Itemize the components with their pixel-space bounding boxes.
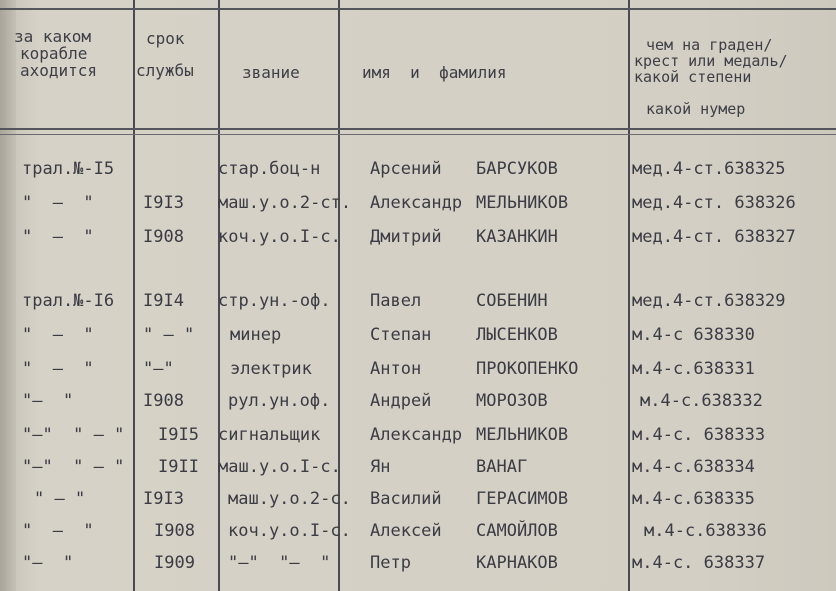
cell-first-name: Арсений [370,159,442,179]
table-row [0,488,836,520]
cell-ship: " – " [22,325,94,345]
cell-first-name: Александр [370,425,463,445]
cell-ship: "–" " – " [22,425,125,445]
header-award-line-1: чем на граден/ [646,36,773,54]
cell-first-name: Андрей [370,391,432,411]
cell-ship: " – " [34,489,86,509]
cell-award: м.4-с.638335 [632,489,755,509]
cell-ship: "– " [22,391,74,411]
header-ship-line-2: корабле [20,44,88,63]
table-row [0,192,836,224]
cell-rank: сигнальщик [218,425,321,445]
cell-last-name: САМОЙЛОВ [476,521,558,541]
cell-award: мед.4-ст. 638327 [632,227,796,247]
cell-term: I9I3 [143,193,184,213]
cell-last-name: МОРОЗОВ [476,391,548,411]
cell-rank: коч.у.о.I-с. [218,227,341,247]
cell-rank: маш.у.о.2-ст. [218,193,352,213]
cell-ship: трал.№-I6 [22,291,115,311]
cell-term: I908 [143,227,184,247]
cell-award: м.4-с. 638337 [632,553,766,573]
cell-ship: трал.№-I5 [22,159,115,179]
cell-award: мед.4-ст. 638326 [632,193,796,213]
table-row [0,226,836,258]
cell-rank: минер [230,325,282,345]
header-rank: звание [242,63,300,82]
header-term-line-2: службы [136,61,194,80]
cell-first-name: Василий [370,489,442,509]
cell-term: I9I3 [143,489,184,509]
cell-last-name: ВАНАГ [476,457,528,477]
cell-award: м.4-с 638330 [632,325,755,345]
cell-rank: стар.боц-н [218,159,321,179]
cell-last-name: ПРОКОПЕНКО [476,359,579,379]
cell-last-name: ЛЫСЕНКОВ [476,325,558,345]
cell-ship: " – " [22,521,94,541]
table-row [0,390,836,422]
cell-first-name: Павел [370,291,422,311]
cell-ship: " – " [22,227,94,247]
cell-term: I9I4 [143,291,184,311]
cell-first-name: Ян [370,457,391,477]
table-row [0,520,836,552]
cell-first-name: Александр [370,193,463,213]
table-row [0,456,836,488]
cell-ship: "– " [22,553,74,573]
cell-first-name: Алексей [370,521,442,541]
header-award-line-2: крест или медаль/ [634,52,788,70]
header-award-line-3: какой степени [634,68,752,86]
cell-award: мед.4-ст.638329 [632,291,786,311]
header-name: имя и фамилия [362,63,507,82]
cell-last-name: МЕЛЬНИКОВ [476,425,569,445]
header-rule [0,128,836,130]
top-rule [0,8,836,10]
header-term-line-1: срок [146,29,185,48]
cell-term: I908 [154,521,195,541]
cell-award: м.4-с.638336 [644,521,767,541]
cell-ship: " – " [22,359,94,379]
cell-rank: электрик [230,359,312,379]
header-rule-2 [0,134,836,135]
header-award-line-4: какой нумер [646,100,746,118]
header-ship-line-3: аходится [20,61,98,80]
cell-first-name: Дмитрий [370,227,442,247]
cell-award: м.4-с.638332 [640,391,763,411]
cell-term: "–" [143,359,174,379]
table-row [0,324,836,356]
cell-ship: " – " [22,193,94,213]
table-row [0,358,836,390]
header-ship-line-1: за каком [14,27,92,46]
cell-rank: маш.у.о.I-с. [218,457,341,477]
cell-first-name: Степан [370,325,432,345]
cell-award: м.4-с.638334 [632,457,755,477]
cell-term: I9II [158,457,199,477]
cell-last-name: КАРНАКОВ [476,553,558,573]
cell-rank: стр.ун.-оф. [218,291,331,311]
cell-term: I909 [154,553,195,573]
table-row [0,552,836,584]
cell-last-name: ГЕРАСИМОВ [476,489,569,509]
cell-ship: "–" " – " [22,457,125,477]
cell-rank: маш.у.о.2-с. [228,489,351,509]
cell-last-name: СОБЕНИН [476,291,548,311]
cell-award: м.4-с.638331 [632,359,755,379]
table-row [0,424,836,456]
cell-last-name: МЕЛЬНИКОВ [476,193,569,213]
cell-term: I9I5 [158,425,199,445]
cell-term: " – " [143,325,195,345]
table-row [0,158,836,190]
cell-award: мед.4-ст.638325 [632,159,786,179]
cell-last-name: БАРСУКОВ [476,159,558,179]
cell-award: м.4-с. 638333 [632,425,766,445]
cell-rank: "–" "– " [228,553,331,573]
cell-first-name: Антон [370,359,422,379]
cell-last-name: КАЗАНКИН [476,227,558,247]
cell-rank: рул.ун.оф. [228,391,331,411]
cell-first-name: Петр [370,553,411,573]
table-row [0,290,836,322]
cell-rank: коч.у.о.I-с. [228,521,351,541]
cell-term: I908 [143,391,184,411]
